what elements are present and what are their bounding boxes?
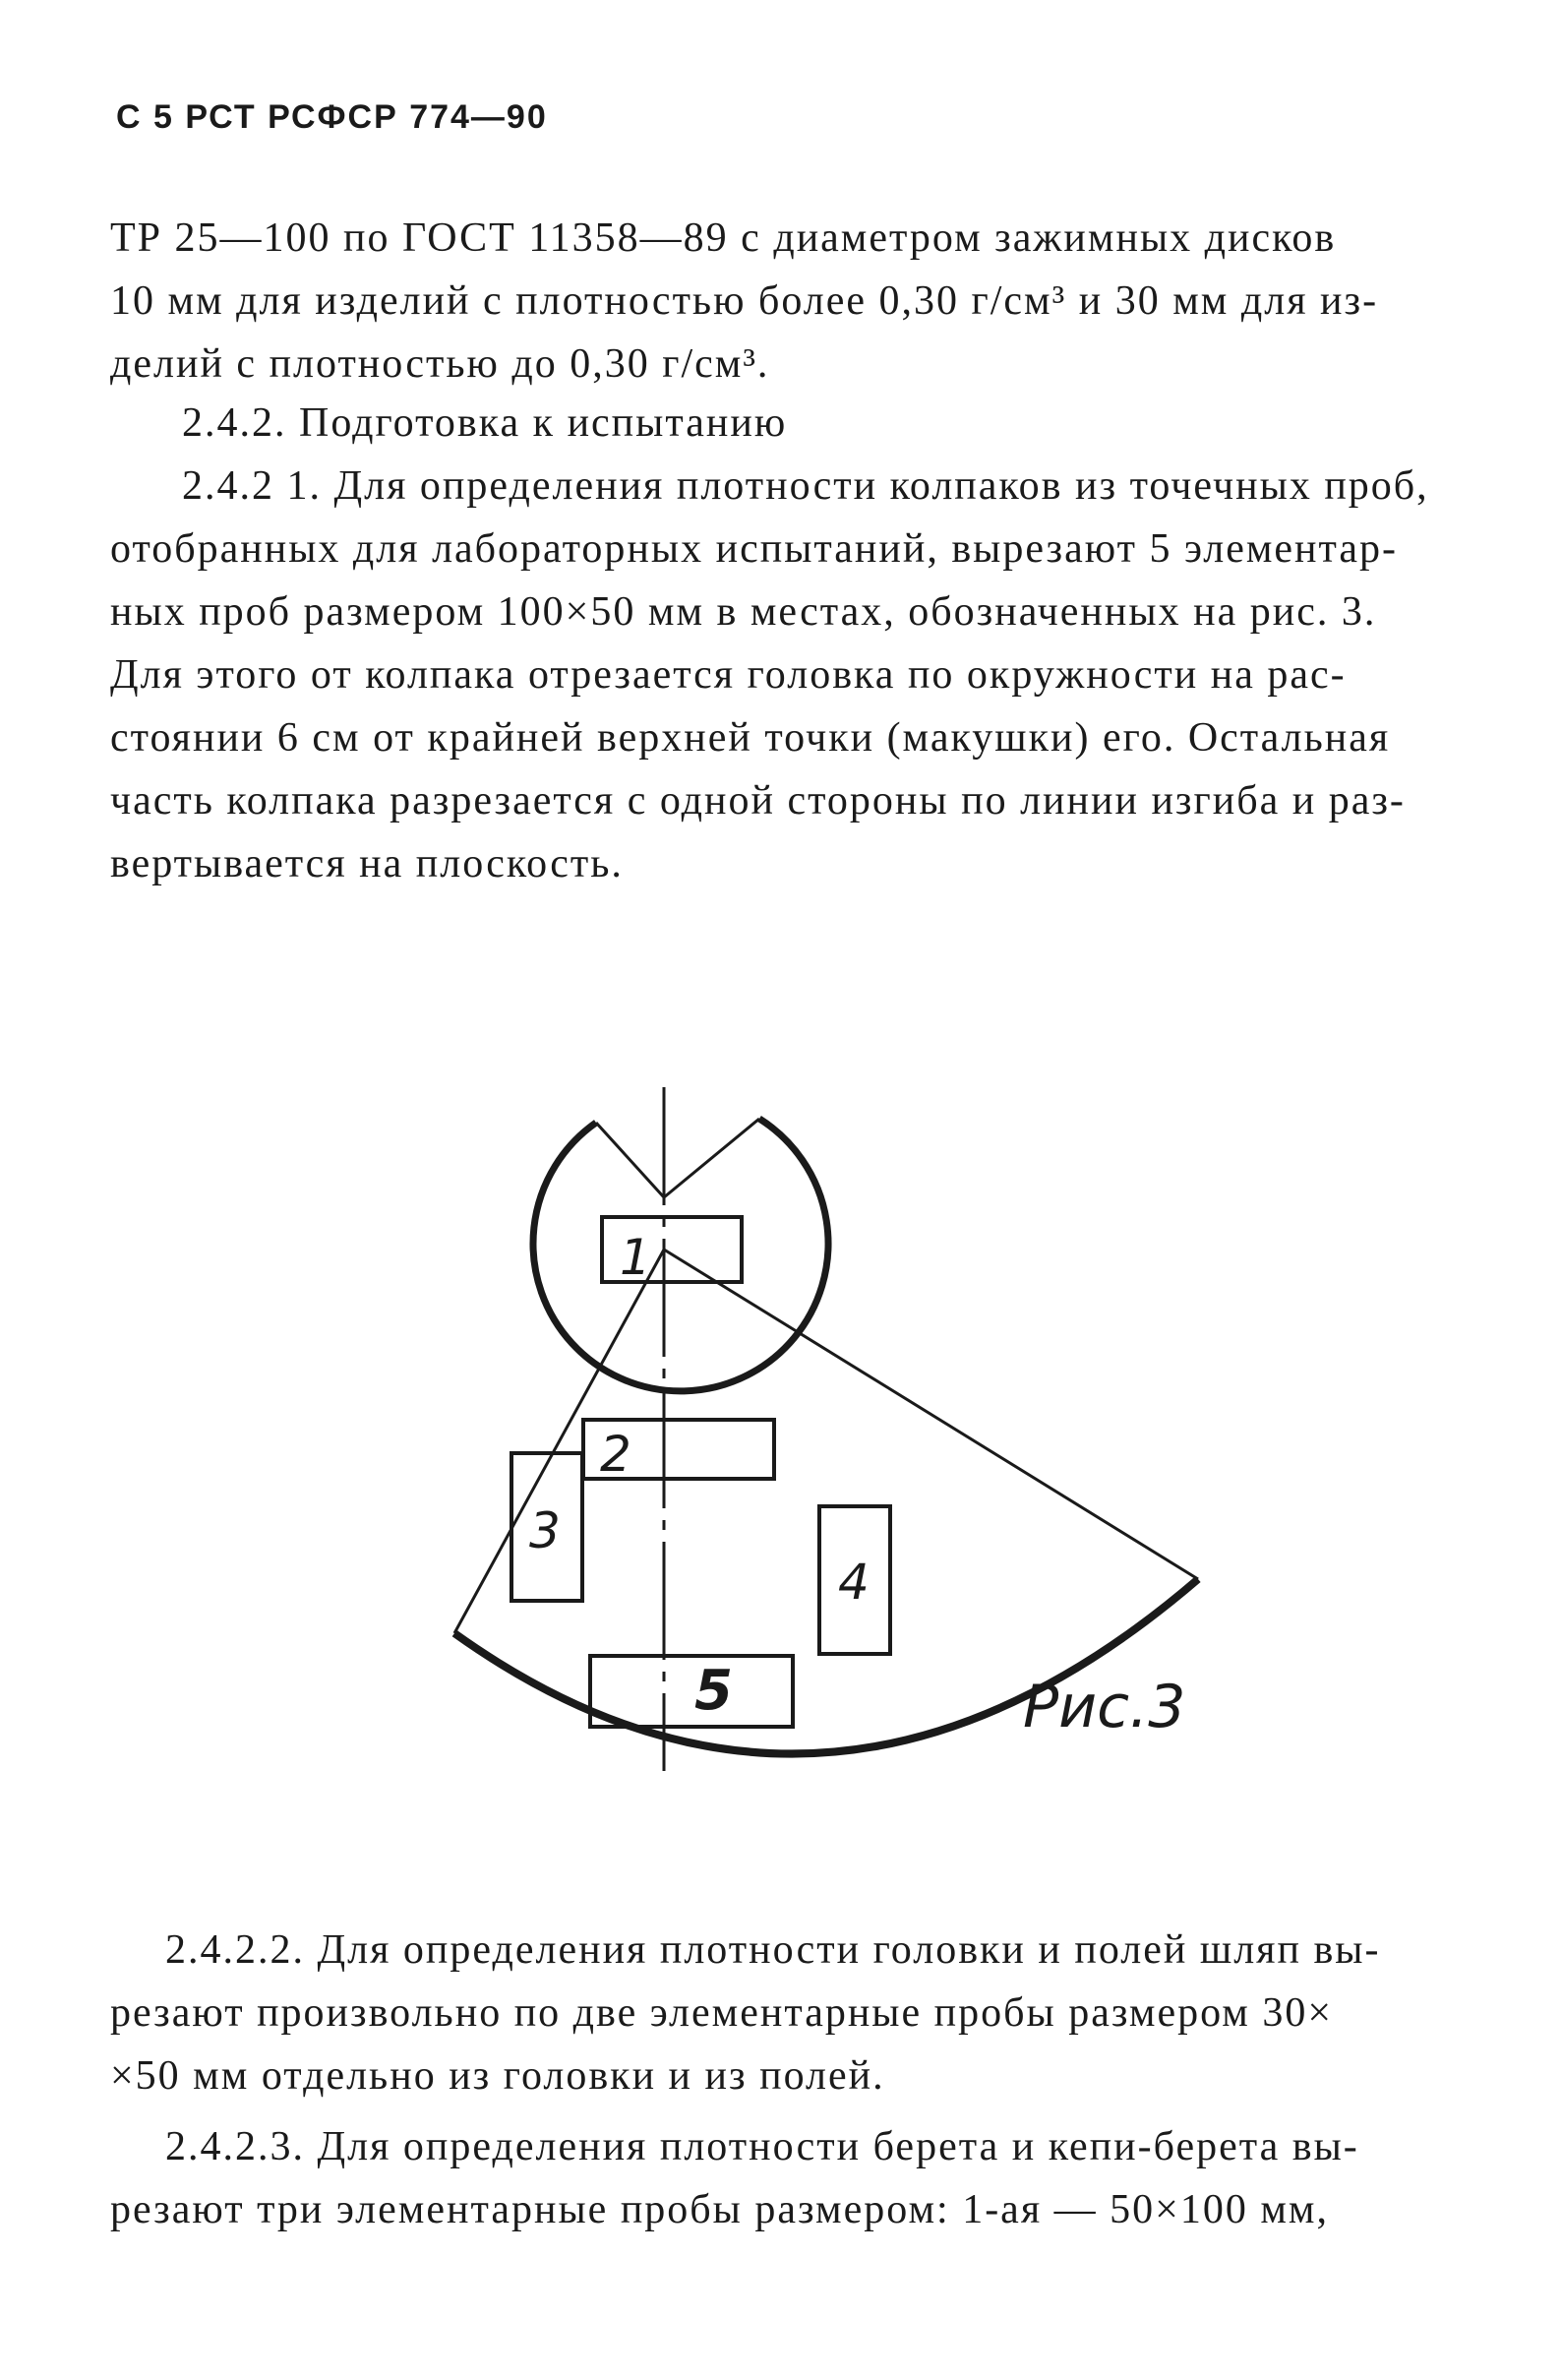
- sample-4-label: 4: [838, 1554, 870, 1611]
- text-line: ×50 мм отдельно из головки и из полей.: [110, 2053, 885, 2099]
- sample-3-label: 3: [529, 1502, 561, 1559]
- sample-5-label: 5: [694, 1659, 733, 1723]
- text-line: 2.4.2.3. Для определения плотности берета и кепи-берета вы-: [165, 2124, 1359, 2169]
- head-circle-arc: [533, 1119, 828, 1391]
- text-line: ТР 25—100 по ГОСТ 11358—89 с диаметром зажимных дисков: [110, 215, 1337, 261]
- v-cut-right: [664, 1119, 759, 1197]
- text-line: стоянии 6 см от крайней верхней точки (макушки) его. Остальная: [110, 715, 1391, 761]
- text-line: вертывается на плоскость.: [110, 841, 624, 886]
- figure-caption: Рис.3: [1023, 1673, 1186, 1741]
- sector-diagram: [413, 1077, 1298, 1786]
- page-header: С 5 РСТ РСФСР 774—90: [116, 98, 548, 136]
- sector-side-left: [454, 1250, 664, 1633]
- section-heading: [182, 392, 1539, 455]
- sample-2-label: 2: [600, 1426, 631, 1483]
- text-line: часть колпака разрезается с одной стороны по линии изгиба и раз-: [110, 778, 1406, 824]
- text-line: ных проб размером 100×50 мм в местах, обозначенных на рис. 3.: [110, 589, 1377, 635]
- text-line: 2.4.2.2. Для определения плотности головки и полей шляп вы-: [165, 1927, 1381, 1973]
- text-line: 2.4.2 1. Для определения плотности колпаков из точечных проб,: [182, 463, 1429, 509]
- sector-side-right: [664, 1250, 1198, 1579]
- v-cut-left: [596, 1123, 664, 1197]
- sample-1-label: 1: [620, 1229, 651, 1286]
- figure-3: [413, 1077, 1298, 1786]
- paragraph-2: [110, 455, 1468, 895]
- paragraph-4: [110, 2115, 1468, 2241]
- paragraph-1: [110, 207, 1468, 396]
- text-line: резают произвольно по две элементарные пробы размером 30×: [110, 1990, 1334, 2036]
- text-line: отобранных для лабораторных испытаний, вырезают 5 элементар-: [110, 526, 1399, 572]
- paragraph-3: [110, 1919, 1468, 2107]
- text-line: Для этого от колпака отрезается головка по окружности на рас-: [110, 652, 1347, 698]
- sample-5-rect: [590, 1656, 793, 1727]
- text-line: резают три элементарные пробы размером: 1-ая — 50×100 мм,: [110, 2187, 1329, 2232]
- section-heading-text: 2.4.2. Подготовка к испытанию: [182, 400, 788, 446]
- text-line: делий с плотностью до 0,30 г/см³.: [110, 341, 770, 387]
- text-line: 10 мм для изделий с плотностью более 0,30 г/см³ и 30 мм для из-: [110, 278, 1379, 324]
